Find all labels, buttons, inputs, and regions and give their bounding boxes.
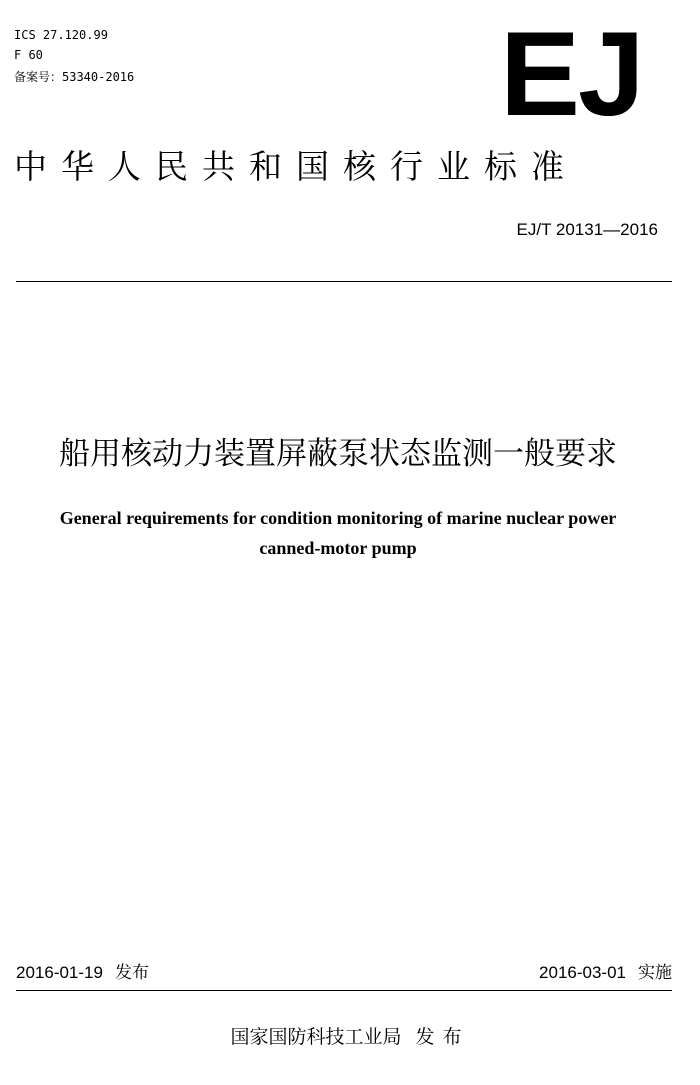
ics-code: ICS 27.120.99 — [14, 28, 108, 42]
implement-label: 实施 — [638, 963, 672, 983]
title-english-line2: canned-motor pump — [259, 538, 417, 558]
publisher — [0, 1022, 700, 1049]
issue-info — [16, 958, 149, 983]
record-number: 备案号：53340-2016 — [14, 70, 135, 84]
ej-logo: EJ — [500, 7, 643, 141]
title-english-line1: General requirements for condition monitoring of marine nuclear power — [59, 508, 617, 528]
top-divider — [16, 281, 672, 282]
publisher-suffix: 发布 — [415, 1026, 470, 1048]
implement-info — [539, 958, 672, 983]
standard-code: EJ/T 20131—2016 — [516, 220, 658, 239]
issue-label: 发布 — [114, 963, 149, 983]
standard-category: 中华人民共和国核行业标准 — [14, 147, 578, 186]
issue-date: 2016-01-19 — [16, 963, 103, 982]
bottom-divider — [16, 990, 672, 991]
title-chinese: 船用核动力装置屏蔽泵状态监测一般要求 — [59, 436, 617, 472]
implement-date: 2016-03-01 — [539, 963, 626, 982]
publisher-name: 国家国防科技工业局 — [230, 1026, 402, 1048]
classification-code: F 60 — [14, 48, 43, 62]
